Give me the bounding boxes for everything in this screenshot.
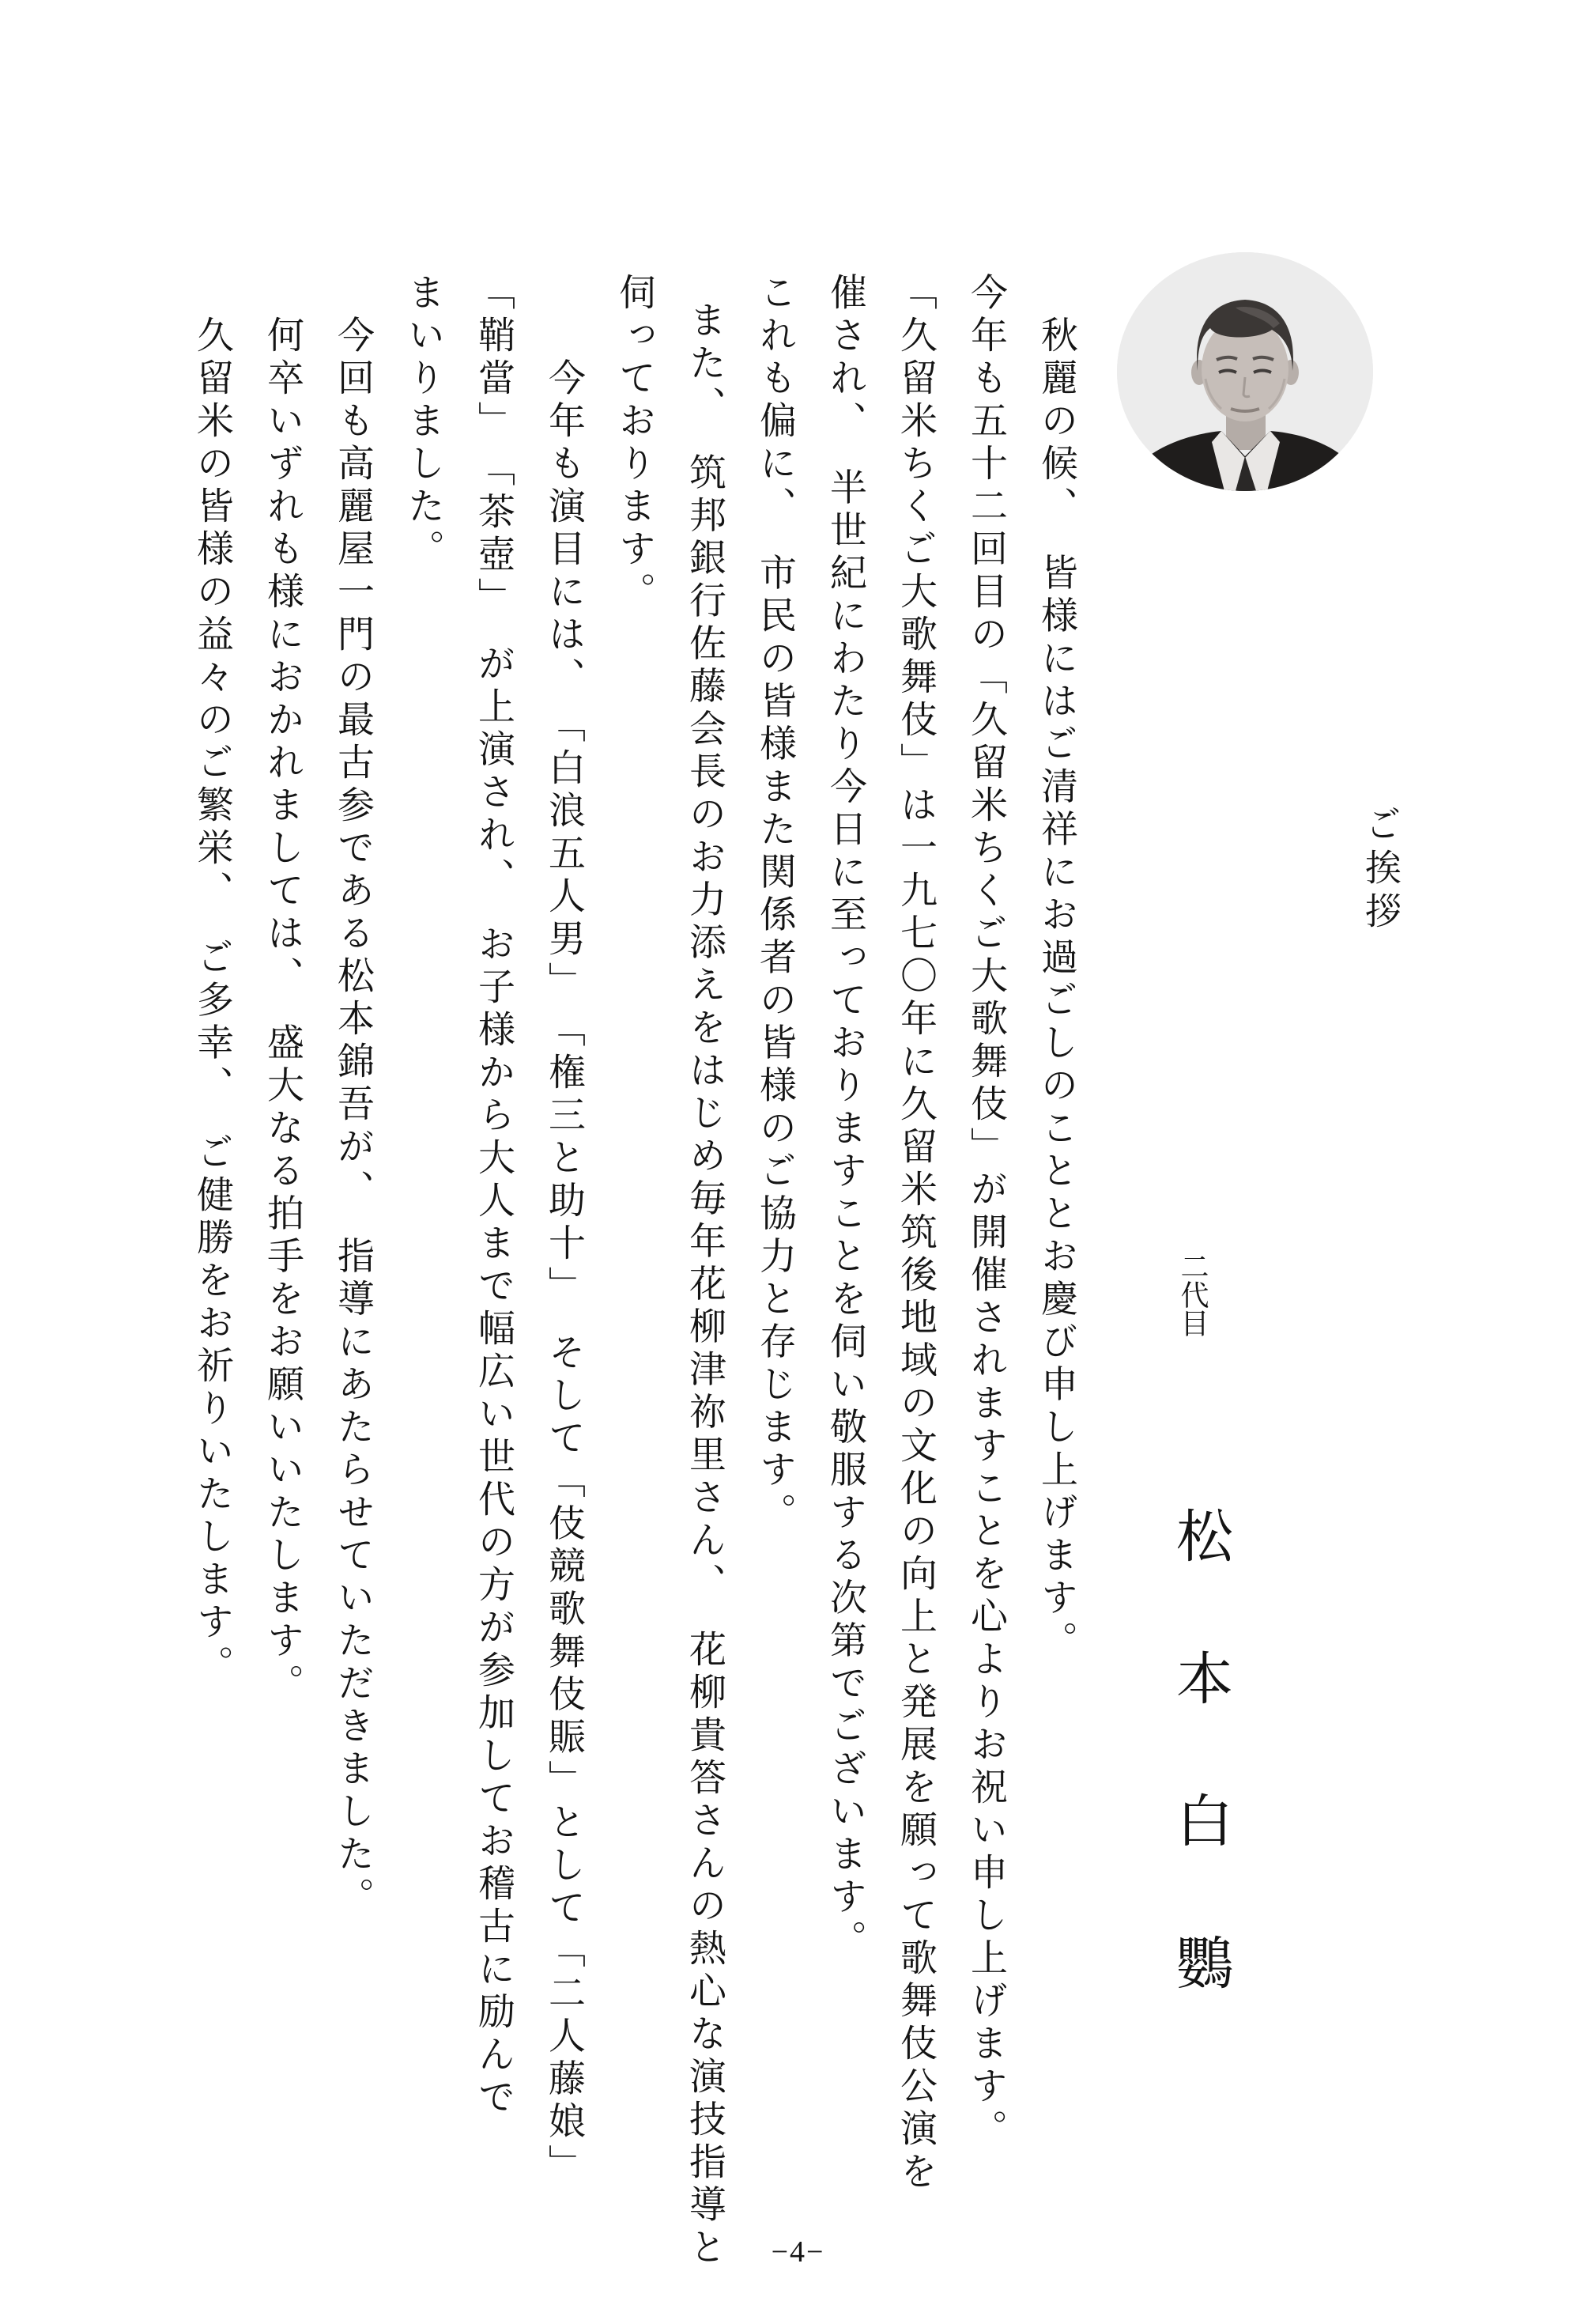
text-column: まいりました。 (402, 273, 443, 572)
page-number: −4− (771, 2235, 825, 2269)
portrait-photo (1117, 252, 1373, 491)
greeting-body (176, 273, 1091, 2273)
text-column: 何卒いずれも様におかれましては、 盛大なる拍手をお願いいたします。 (262, 316, 303, 1706)
portrait-illustration (1117, 252, 1373, 491)
text-column: 「久留米ちくご大歌舞伎」は一九七〇年に久留米筑後地域の文化の向上と発展を願って歌舞伎公演を (895, 273, 936, 2194)
text-column: 秋麗の候、 皆様にはご清祥にお過ごしのこととお慶び申し上げます。 (1036, 316, 1077, 1664)
text-column: 伺っております。 (613, 273, 655, 614)
page-title: ご挨拶 (1360, 805, 1401, 935)
text-column: 催され、 半世紀にわたり今日に至っておりますことを伺い敬服する次第でございます。 (824, 273, 866, 1963)
text-column: 久留米の皆様の益々のご繁栄、 ご多幸、 ご健勝をお祈りいたします。 (191, 316, 232, 1687)
text-column: 今年も五十二回目の「久留米ちくご大歌舞伎」が開催されますことを心よりお祝い申し上げます。 (965, 273, 1006, 2152)
text-column: これも偏に、 市民の皆様また関係者の皆様のご協力と存じます。 (754, 273, 795, 1536)
text-column: 今年も演目には、 「白浪五人男」 「権三と助十」 そして「伎競歌舞伎賑」として「二人藤娘」 (543, 358, 584, 2187)
author-generation: 二代目 (1177, 1252, 1209, 1337)
author-name: 松本白鸚 (1168, 1506, 1231, 2076)
text-column: また、 筑邦銀行佐藤会長のお力添えをはじめ毎年花柳津祢里さん、 花柳貴答さんの熱心な演技指導と (684, 300, 725, 2270)
text-column: 今回も高麗屋一門の最古参である松本錦吾が、 指導にあたらせていただきました。 (332, 316, 373, 1920)
text-column: 「鞘當」 「茶壺」 が上演され、 お子様から大人まで幅広い世代の方が参加してお稽古に励んで (473, 273, 514, 2120)
